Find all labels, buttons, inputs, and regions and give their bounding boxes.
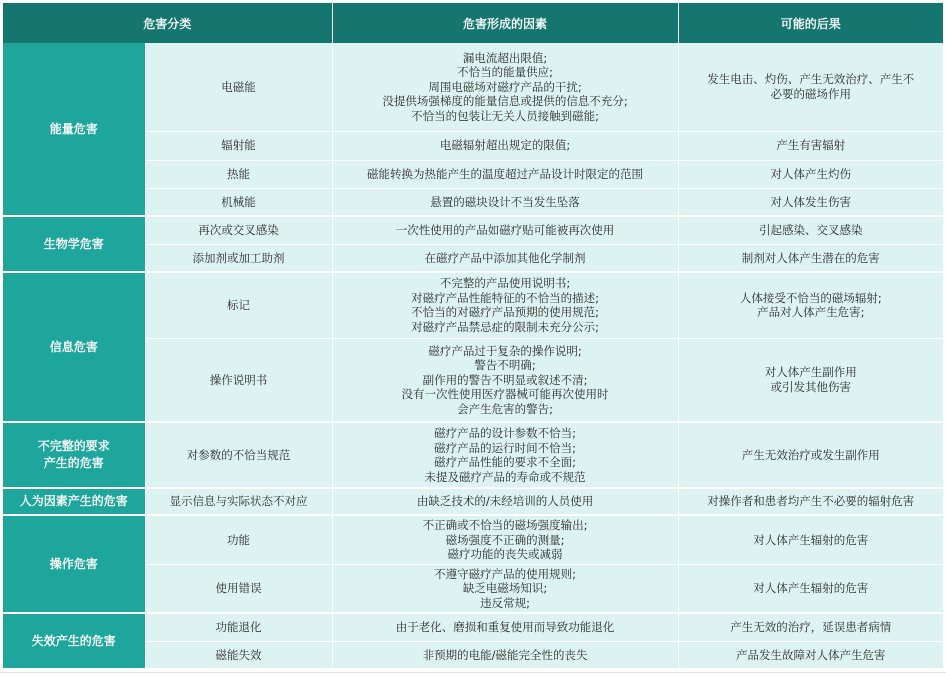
hazard-factors-cell — [332, 641, 678, 669]
bottom-divider — [0, 672, 946, 673]
cell-line: 周围电磁场对磁疗产品的干扰; — [428, 79, 582, 94]
hazard-subcategory-cell — [145, 43, 332, 131]
cell-line: 功能 — [227, 532, 250, 547]
cell-line: 不完整的要求 — [37, 439, 110, 453]
hazard-consequence-cell — [678, 160, 943, 188]
cell-line: 非预期的电能/磁能完全性的丧失 — [422, 647, 588, 662]
table-row — [3, 613, 943, 641]
hazard-factors-cell — [332, 422, 678, 488]
cell-line: 再次或交叉感染 — [198, 223, 279, 237]
cell-line: 磁能失效 — [215, 647, 262, 662]
cell-line: 违反常规; — [480, 595, 530, 610]
hazard-consequence-cell — [678, 488, 943, 515]
hazard-category-cell — [3, 422, 145, 488]
cell-line: 对人体产生灼伤 — [770, 166, 852, 181]
cell-line: 必要的磁场作用 — [770, 86, 852, 101]
hazard-consequence-cell — [678, 43, 943, 131]
cell-line: 人为因素产生的危害 — [19, 494, 128, 508]
hazard-consequence-cell — [678, 338, 943, 422]
hazard-consequence-cell — [678, 641, 943, 669]
hazard-subcategory-cell — [145, 338, 332, 422]
cell-line: 磁疗产品过于复杂的操作说明; — [428, 343, 582, 358]
hazard-factors-cell — [332, 272, 678, 338]
header-possible-consequences: 可能的后果 — [678, 3, 943, 43]
cell-line: 对人体发生伤害 — [770, 194, 852, 209]
cell-line: 产生的危害 — [43, 456, 104, 470]
cell-line: 发生电击、灼伤、产生无效治疗、产生不 — [707, 72, 915, 87]
cell-line: 或引发其他伤害 — [770, 379, 852, 394]
cell-line: 对磁疗产品性能特征的不恰当的描述; — [411, 290, 599, 305]
hazard-consequence-cell — [678, 515, 943, 564]
hazard-category-cell — [3, 272, 145, 422]
hazard-table — [3, 3, 943, 670]
hazard-factors-cell — [332, 244, 678, 272]
hazard-factors-cell — [332, 613, 678, 641]
cell-line: 对人体产生辐射的危害 — [753, 581, 869, 595]
hazard-subcategory-cell — [145, 564, 332, 613]
hazard-subcategory-cell — [145, 488, 332, 515]
cell-line: 对人体产生副作用 — [764, 365, 857, 380]
cell-line: 操作危害 — [49, 556, 98, 571]
cell-line: 不完整的产品使用说明书; — [439, 276, 571, 291]
cell-line: 磁疗产品性能的要求不全面; — [434, 455, 576, 469]
cell-line: 警告不明确; — [474, 358, 536, 372]
hazard-consequence-cell — [678, 244, 943, 272]
cell-line: 产品对人体产生危害; — [757, 305, 865, 320]
cell-line: 磁疗功能的丧失或减弱 — [447, 547, 563, 561]
hazard-factors-cell — [332, 160, 678, 188]
table-header-row — [3, 3, 943, 43]
cell-line: 磁场强度不正确的测量; — [445, 532, 565, 547]
cell-line: 使用错误 — [215, 581, 262, 595]
table-row — [3, 272, 943, 338]
cell-line: 不恰当的能量供应; — [457, 65, 553, 79]
cell-line: 不遵守磁疗产品的使用规则; — [434, 566, 576, 581]
cell-line: 辐射能 — [221, 138, 256, 153]
cell-line: 副作用的警告不明显或叙述不清; — [422, 372, 588, 387]
hazard-subcategory-cell — [145, 272, 332, 338]
hazard-factors-cell — [332, 43, 678, 131]
cell-line: 对参数的不恰当规范 — [186, 447, 291, 462]
hazard-factors-cell — [332, 216, 678, 244]
header-hazard-factors: 危害形成的因素 — [332, 3, 678, 43]
cell-line: 没提供场强梯度的能量信息或提供的信息不充分; — [382, 94, 628, 108]
cell-line: 对人体产生辐射的危害 — [753, 532, 869, 547]
cell-line: 产生无效治疗或发生副作用 — [741, 447, 880, 462]
table-row — [3, 422, 943, 488]
hazard-table-container — [3, 3, 943, 670]
hazard-subcategory-cell — [145, 216, 332, 244]
cell-line: 显示信息与实际状态不对应 — [169, 494, 308, 509]
cell-line: 对操作者和患者均产生不必要的辐射危害 — [707, 494, 915, 509]
cell-line: 磁疗产品的设计参数不恰当; — [434, 426, 576, 440]
cell-line: 信息危害 — [49, 339, 98, 354]
cell-line: 悬置的磁块设计不当发生坠落 — [430, 194, 580, 209]
cell-line: 电磁能 — [221, 79, 256, 94]
cell-line: 产生无效的治疗，延误患者病情 — [730, 620, 892, 634]
hazard-subcategory-cell — [145, 515, 332, 564]
cell-line: 人体接受不恰当的磁场辐射; — [739, 290, 882, 305]
cell-line: 一次性使用的产品如磁疗贴可能被再次使用 — [395, 223, 615, 237]
cell-line: 会产生危害的警告; — [457, 401, 553, 416]
cell-line: 未提及磁疗产品的寿命或不规范 — [424, 469, 586, 484]
hazard-factors-cell — [332, 564, 678, 613]
cell-line: 不恰当的包装让无关人员接触到磁能; — [411, 108, 599, 123]
cell-line: 磁能转换为热能产生的温度超过产品设计时限定的范围 — [367, 166, 644, 181]
hazard-consequence-cell — [678, 131, 943, 160]
hazard-subcategory-cell — [145, 131, 332, 160]
cell-line: 产生有害辐射 — [776, 138, 846, 153]
hazard-factors-cell — [332, 488, 678, 515]
hazard-consequence-cell — [678, 613, 943, 641]
header-hazard-category: 危害分类 — [3, 3, 332, 43]
cell-line: 缺乏电磁场知识; — [462, 581, 548, 595]
hazard-factors-cell — [332, 188, 678, 216]
hazard-consequence-cell — [678, 188, 943, 216]
hazard-consequence-cell — [678, 422, 943, 488]
cell-line: 制剂对人体产生潜在的危害 — [741, 250, 880, 265]
cell-line: 没有一次性使用医疗器械可能再次使用时 — [401, 387, 609, 401]
cell-line: 不恰当的对磁疗产品预期的使用规范; — [411, 305, 599, 320]
cell-line: 能量危害 — [49, 121, 98, 136]
cell-line: 热能 — [227, 166, 250, 181]
table-row — [3, 488, 943, 515]
hazard-category-cell — [3, 488, 145, 515]
cell-line: 产品发生故障对人体产生危害 — [736, 647, 886, 662]
hazard-category-cell — [3, 515, 145, 613]
cell-line: 生物学危害 — [43, 236, 104, 251]
cell-line: 对磁疗产品禁忌症的限制未充分公示; — [411, 319, 599, 334]
hazard-category-cell — [3, 43, 145, 216]
cell-line: 操作说明书 — [209, 372, 268, 387]
cell-line: 电磁辐射超出规定的限值; — [439, 138, 571, 153]
hazard-subcategory-cell — [145, 188, 332, 216]
hazard-consequence-cell — [678, 216, 943, 244]
hazard-category-cell — [3, 216, 145, 272]
cell-line: 功能退化 — [215, 620, 262, 634]
hazard-factors-cell — [332, 338, 678, 422]
cell-line: 磁疗产品的运行时间不恰当; — [434, 440, 576, 455]
hazard-consequence-cell — [678, 564, 943, 613]
hazard-factors-cell — [332, 515, 678, 564]
hazard-subcategory-cell — [145, 613, 332, 641]
cell-line: 失效产生的危害 — [31, 633, 116, 648]
cell-line: 标记 — [227, 298, 250, 312]
hazard-factors-cell — [332, 131, 678, 160]
cell-line: 引起感染、交叉感染 — [759, 223, 863, 237]
hazard-subcategory-cell — [145, 641, 332, 669]
table-row — [3, 515, 943, 564]
hazard-subcategory-cell — [145, 244, 332, 272]
cell-line: 不正确或不恰当的磁场强度输出; — [422, 518, 588, 532]
table-row — [3, 216, 943, 244]
cell-line: 添加剂或加工助剂 — [192, 250, 285, 265]
cell-line: 在磁疗产品中添加其他化学制剂 — [424, 250, 586, 265]
table-row — [3, 43, 943, 131]
hazard-subcategory-cell — [145, 160, 332, 188]
cell-line: 机械能 — [221, 194, 256, 209]
cell-line: 由缺乏技术的/未经培训的人员使用 — [416, 494, 594, 509]
cell-line: 漏电流超出限值; — [462, 50, 548, 65]
hazard-category-cell — [3, 613, 145, 669]
hazard-consequence-cell — [678, 272, 943, 338]
hazard-subcategory-cell — [145, 422, 332, 488]
table-body — [3, 43, 943, 669]
cell-line: 由于老化、磨损和重复使用而导致功能退化 — [395, 620, 615, 634]
